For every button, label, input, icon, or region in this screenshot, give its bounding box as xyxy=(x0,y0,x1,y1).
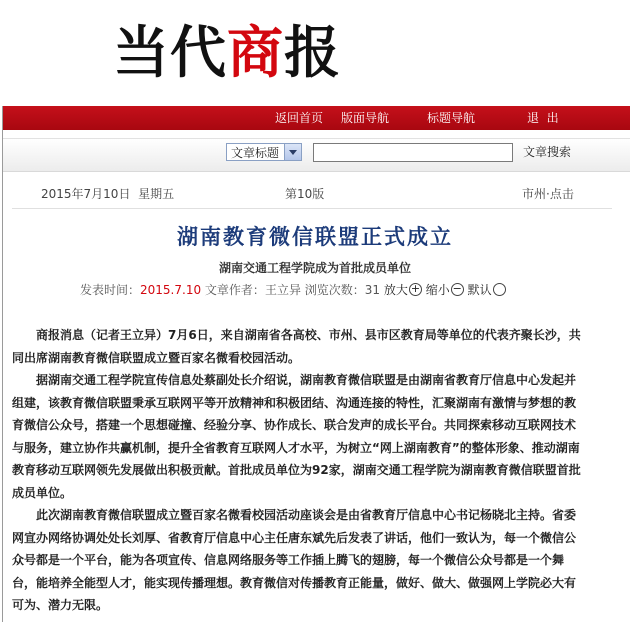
circle-icon[interactable] xyxy=(493,283,506,296)
zoom-out-button[interactable] xyxy=(426,283,464,297)
logo-text-1: 当代 xyxy=(113,20,227,86)
article-subtitle: 湖南交通工程学院成为首批成员单位 xyxy=(218,261,411,275)
zoom-in-label: 放大 xyxy=(383,283,408,297)
nav-title-nav-link[interactable]: 标题导航 xyxy=(427,111,476,125)
chevron-down-icon[interactable] xyxy=(284,144,301,160)
nav-page-nav-link[interactable]: 版面导航 xyxy=(341,111,390,125)
newspaper-logo[interactable] xyxy=(113,18,341,88)
section-breadcrumb[interactable]: 市州·点击 xyxy=(522,187,574,201)
views-label: 浏览次数： xyxy=(304,283,365,297)
masthead xyxy=(0,0,630,106)
dateline xyxy=(3,182,630,206)
article-paragraph: 据湖南交通工程学院宣传信息处蔡副处长介绍说，湖南教育微信联盟是由湖南省教育厅信息中心发起并组建，该教育微信联盟秉承互联网平等开放精神和积极团结、沟通连接的特性，汇聚湖南有激情与梦想的教育微信公众号，搭建一个思想碰撞、经验分享、协作成长、联合发声的成长平台。共同探索移动互联网技术与服务，建立协作共赢机制，提升全省教育互联网人才水平，为树立“网上湖南教育”的整体形象、推动湖南教育移动互联网领先发展做出积极贡献。首批成员单位为92家，湖南交通工程学院为湖南教育微信联盟首批成员单位。 xyxy=(12,373,581,500)
article-title: 湖南教育微信联盟正式成立 xyxy=(177,225,453,249)
article-body xyxy=(12,324,587,617)
search-button[interactable]: 文章搜索 xyxy=(523,145,572,159)
page-number: 第10版 xyxy=(285,187,325,201)
search-field-select[interactable] xyxy=(226,143,302,161)
article-meta xyxy=(80,281,506,298)
logo-text-3: 报 xyxy=(284,20,341,86)
search-field-select-value: 文章标题 xyxy=(231,146,280,160)
publish-label: 发表时间： xyxy=(80,283,141,297)
zoom-out-label: 缩小 xyxy=(425,283,450,297)
top-nav xyxy=(3,106,630,130)
default-size-button[interactable] xyxy=(468,283,506,297)
publish-date: 2015.7.10 xyxy=(140,283,202,297)
logo-text-2: 商 xyxy=(227,20,284,86)
search-bar xyxy=(3,138,630,172)
search-input[interactable] xyxy=(313,143,513,162)
divider xyxy=(12,208,612,209)
plus-circle-icon[interactable]: + xyxy=(410,282,421,295)
minus-circle-icon[interactable]: − xyxy=(452,282,462,295)
issue-date: 2015年7月10日 星期五 xyxy=(41,187,175,201)
nav-exit-link[interactable]: 退 出 xyxy=(527,111,559,125)
views-count: 31 xyxy=(364,283,381,297)
nav-home-link[interactable]: 返回首页 xyxy=(275,111,324,125)
article-paragraph: 此次湖南教育微信联盟成立暨百家名微看校园活动座谈会是由省教育厅信息中心书记杨晓北主持。省委网宣办网络协调处处长刘厚、省教育厅信息中心主任唐东斌先后发表了讲话，他们一致认为，每一个微信公众号都是一个平台，能为各项宣传、信息网络服务等工作插上腾飞的翅膀，每一个微信公众号都是一个舞台，能培养全能型人才，能实现传播理想。教育微信对传播教育正能量，做好、做大、做强网上学院必大有可为、潜力无限。 xyxy=(12,508,577,612)
zoom-in-button[interactable] xyxy=(384,283,422,297)
author-label: 文章作者： xyxy=(204,283,265,297)
default-label: 默认 xyxy=(467,283,492,297)
article-paragraph: 商报消息（记者王立异）7月6日，来自湖南省各高校、市州、县市区教育局等单位的代表齐聚长沙，共同出席湖南教育微信联盟成立暨百家名微看校园活动。 xyxy=(12,328,581,365)
author-name: 王立异 xyxy=(264,283,301,297)
